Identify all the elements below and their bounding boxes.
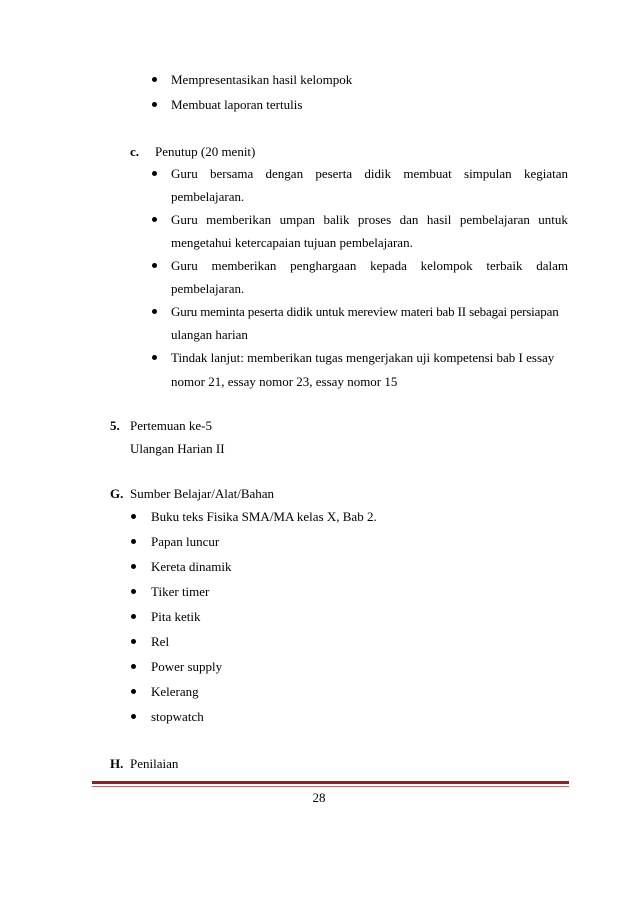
sub-label: c. <box>130 144 140 159</box>
bullet-item <box>152 166 157 176</box>
section-title: Pertemuan ke-5 <box>130 418 212 433</box>
bullet-item <box>152 304 157 314</box>
section-subtitle: Ulangan Harian II <box>130 441 225 456</box>
bullet-item <box>152 72 352 88</box>
bullet-icon <box>131 614 136 619</box>
bullet-text: Guru meminta peserta didik untuk mereview materi bab II sebagai persiapan <box>171 304 559 319</box>
page-number: 28 <box>312 790 326 805</box>
bullet-icon <box>131 564 136 569</box>
bullet-continuation: ulangan harian <box>171 327 248 342</box>
section-title: Penilaian <box>130 756 179 771</box>
bullet-icon <box>131 589 136 594</box>
bullet-continuation: pembelajaran. <box>171 189 245 204</box>
bullet-continuation: pembelajaran. <box>171 281 245 296</box>
section-number: 5. <box>110 418 120 433</box>
bullet-text: Power supply <box>151 659 223 674</box>
bullet-text: Buku teks Fisika SMA/MA kelas X, Bab 2. <box>151 509 377 524</box>
bullet-item <box>131 684 199 700</box>
section-number: H. <box>110 756 124 771</box>
bullet-text: Membuat laporan tertulis <box>171 97 303 112</box>
bullet-text: Kelerang <box>151 684 199 699</box>
bullet-icon <box>152 263 157 268</box>
bullet-text: Rel <box>151 634 170 649</box>
bullet-item <box>152 212 157 222</box>
bullet-text: Tiker timer <box>151 584 210 599</box>
bullet-icon <box>131 714 136 719</box>
bullet-item <box>152 97 302 113</box>
section-number: G. <box>110 486 124 501</box>
bullet-icon <box>152 355 157 360</box>
bullet-item <box>131 584 209 600</box>
bullet-icon <box>131 689 136 694</box>
sub-heading: Penutup (20 menit) <box>155 144 256 159</box>
bullet-item <box>131 634 169 650</box>
bullet-item <box>131 709 204 725</box>
bullet-text: Kereta dinamik <box>151 559 232 574</box>
footer-rule <box>92 781 569 784</box>
bullet-item <box>131 509 377 525</box>
bullet-icon <box>131 514 136 519</box>
bullet-icon <box>131 539 136 544</box>
bullet-item <box>131 534 219 550</box>
bullet-item <box>152 350 157 360</box>
bullet-item <box>131 559 232 575</box>
justified-line: Guru memberikan penghargaan kepada kelompok terbaik dalam <box>171 258 568 273</box>
bullet-continuation: mengetahui ketercapaian tujuan pembelajaran. <box>171 235 413 250</box>
bullet-icon <box>131 664 136 669</box>
bullet-text: Papan luncur <box>151 534 220 549</box>
bullet-icon <box>152 77 157 82</box>
bullet-text: Tindak lanjut: memberikan tugas mengerjakan uji kompetensi bab I essay <box>171 350 555 365</box>
bullet-icon <box>152 102 157 107</box>
bullet-icon <box>152 309 157 314</box>
bullet-text: Mempresentasikan hasil kelompok <box>171 72 353 87</box>
bullet-icon <box>152 217 157 222</box>
bullet-continuation: nomor 21, essay nomor 23, essay nomor 15 <box>171 374 398 389</box>
bullet-text: Pita ketik <box>151 609 201 624</box>
bullet-item <box>131 609 200 625</box>
bullet-icon <box>131 639 136 644</box>
justified-line: Guru memberikan umpan balik proses dan hasil pembelajaran untuk <box>171 212 568 227</box>
section-title: Sumber Belajar/Alat/Bahan <box>130 486 275 501</box>
bullet-text: stopwatch <box>151 709 204 724</box>
justified-line: Guru bersama dengan peserta didik membuat simpulan kegiatan <box>171 166 568 181</box>
footer-rule-thin <box>92 786 569 787</box>
bullet-item <box>152 258 157 268</box>
bullet-item <box>131 659 222 675</box>
bullet-icon <box>152 171 157 176</box>
